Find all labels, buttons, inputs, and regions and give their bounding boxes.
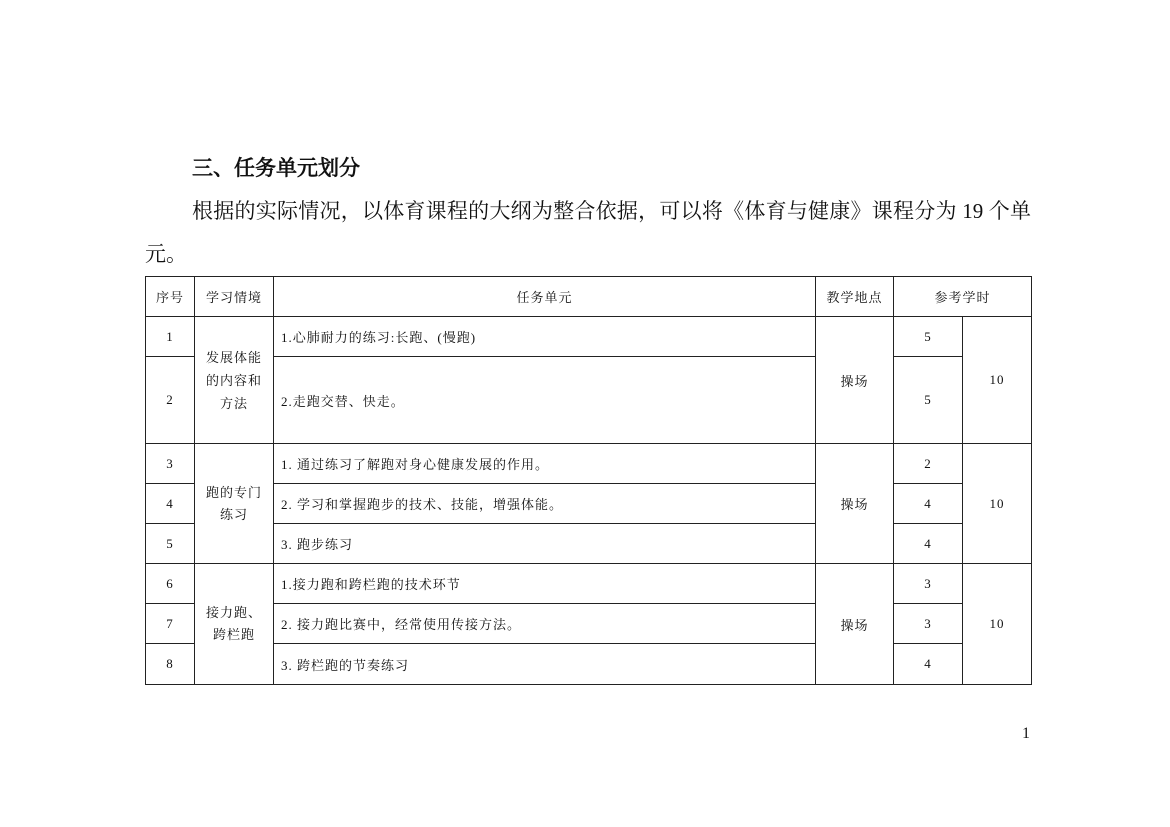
task-unit: 2. 接力跑比赛中，经常使用传接方法。 bbox=[274, 604, 816, 644]
row-index: 5 bbox=[146, 524, 195, 564]
learning-situation-cell bbox=[195, 317, 274, 444]
task-unit: 3. 跨栏跑的节奏练习 bbox=[274, 644, 816, 685]
task-unit: 2.走跑交替、快走。 bbox=[274, 357, 816, 444]
row-index: 4 bbox=[146, 484, 195, 524]
row-index: 1 bbox=[146, 317, 195, 357]
table-row bbox=[146, 357, 1032, 444]
row-hours: 5 bbox=[894, 357, 963, 444]
row-index: 8 bbox=[146, 644, 195, 685]
task-unit: 3. 跑步练习 bbox=[274, 524, 816, 564]
table-row bbox=[146, 524, 1032, 564]
row-index: 2 bbox=[146, 357, 195, 444]
row-hours: 3 bbox=[894, 564, 963, 604]
task-unit: 1.接力跑和跨栏跑的技术环节 bbox=[274, 564, 816, 604]
teaching-location: 操场 bbox=[816, 317, 894, 444]
header-index: 序号 bbox=[146, 277, 195, 317]
intro-paragraph: 根据的实际情况，以体育课程的大纲为整合依据，可以将《体育与健康》课程分为 19 个单元。 bbox=[145, 199, 1031, 266]
table-row bbox=[146, 644, 1032, 685]
table-row bbox=[146, 444, 1032, 484]
task-unit: 1.心肺耐力的练习:长跑、(慢跑) bbox=[274, 317, 816, 357]
row-hours: 4 bbox=[894, 644, 963, 685]
learning-situation: 跑的专门练习 bbox=[205, 484, 262, 522]
header-learning-situation: 学习情境 bbox=[195, 277, 274, 317]
learning-situation: 接力跑、跨栏跑 bbox=[205, 605, 262, 642]
table-header-row bbox=[146, 277, 1032, 317]
table-row bbox=[146, 604, 1032, 644]
row-hours: 3 bbox=[894, 604, 963, 644]
row-index: 6 bbox=[146, 564, 195, 604]
group-total-hours: 10 bbox=[963, 317, 1032, 444]
group-total-hours: 10 bbox=[963, 564, 1032, 685]
header-reference-hours: 参考学时 bbox=[894, 277, 1032, 317]
row-hours: 2 bbox=[894, 444, 963, 484]
teaching-location: 操场 bbox=[816, 564, 894, 685]
task-unit: 2. 学习和掌握跑步的技术、技能，增强体能。 bbox=[274, 484, 816, 524]
learning-situation-cell bbox=[195, 564, 274, 685]
row-index: 3 bbox=[146, 444, 195, 484]
task-unit-table bbox=[145, 276, 1032, 685]
table-row bbox=[146, 484, 1032, 524]
learning-situation: 发展体能的内容和方法 bbox=[205, 349, 262, 411]
group-total-hours: 10 bbox=[963, 444, 1032, 564]
learning-situation-cell bbox=[195, 444, 274, 564]
header-task-unit: 任务单元 bbox=[274, 277, 816, 317]
teaching-location: 操场 bbox=[816, 444, 894, 564]
task-unit: 1. 通过练习了解跑对身心健康发展的作用。 bbox=[274, 444, 816, 484]
row-hours: 4 bbox=[894, 524, 963, 564]
row-index: 7 bbox=[146, 604, 195, 644]
page-number: 1 bbox=[1022, 725, 1030, 742]
row-hours: 5 bbox=[894, 317, 963, 357]
table-row bbox=[146, 317, 1032, 357]
table-row bbox=[146, 564, 1032, 604]
header-teaching-location: 教学地点 bbox=[816, 277, 894, 317]
section-heading: 三、任务单元划分 bbox=[192, 156, 360, 180]
row-hours: 4 bbox=[894, 484, 963, 524]
